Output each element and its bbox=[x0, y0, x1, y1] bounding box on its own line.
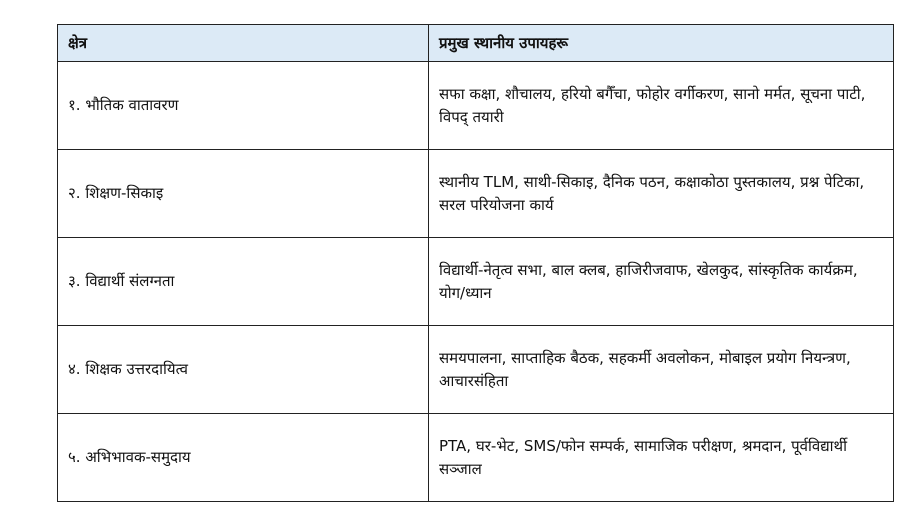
table-row bbox=[58, 238, 894, 326]
area-cell: २. शिक्षण-सिकाइ bbox=[58, 150, 429, 238]
table-header-row bbox=[58, 25, 894, 62]
area-cell: ५. अभिभावक-समुदाय bbox=[58, 414, 429, 502]
area-cell: ४. शिक्षक उत्तरदायित्व bbox=[58, 326, 429, 414]
measures-cell: विद्यार्थी-नेतृत्व सभा, बाल क्लब, हाजिरीजवाफ, खेलकुद, सांस्कृतिक कार्यक्रम, योग/ध्यान bbox=[429, 238, 894, 326]
measures-cell: PTA, घर-भेट, SMS/फोन सम्पर्क, सामाजिक परीक्षण, श्रमदान, पूर्वविद्यार्थी सञ्जाल bbox=[429, 414, 894, 502]
area-cell: ३. विद्यार्थी संलग्नता bbox=[58, 238, 429, 326]
table-row bbox=[58, 414, 894, 502]
table-row bbox=[58, 62, 894, 150]
measures-cell: स्थानीय TLM, साथी-सिकाइ, दैनिक पठन, कक्षाकोठा पुस्तकालय, प्रश्न पेटिका, सरल परियोजना कार्य bbox=[429, 150, 894, 238]
table-row bbox=[58, 150, 894, 238]
measures-table bbox=[57, 24, 894, 502]
area-cell: १. भौतिक वातावरण bbox=[58, 62, 429, 150]
measures-cell: समयपालना, साप्ताहिक बैठक, सहकर्मी अवलोकन, मोबाइल प्रयोग नियन्त्रण, आचारसंहिता bbox=[429, 326, 894, 414]
measures-cell: सफा कक्षा, शौचालय, हरियो बगैँचा, फोहोर वर्गीकरण, सानो मर्मत, सूचना पाटी, विपद् तयारी bbox=[429, 62, 894, 150]
table-row bbox=[58, 326, 894, 414]
column-header-measures: प्रमुख स्थानीय उपायहरू bbox=[429, 25, 894, 62]
column-header-area: क्षेत्र bbox=[58, 25, 429, 62]
